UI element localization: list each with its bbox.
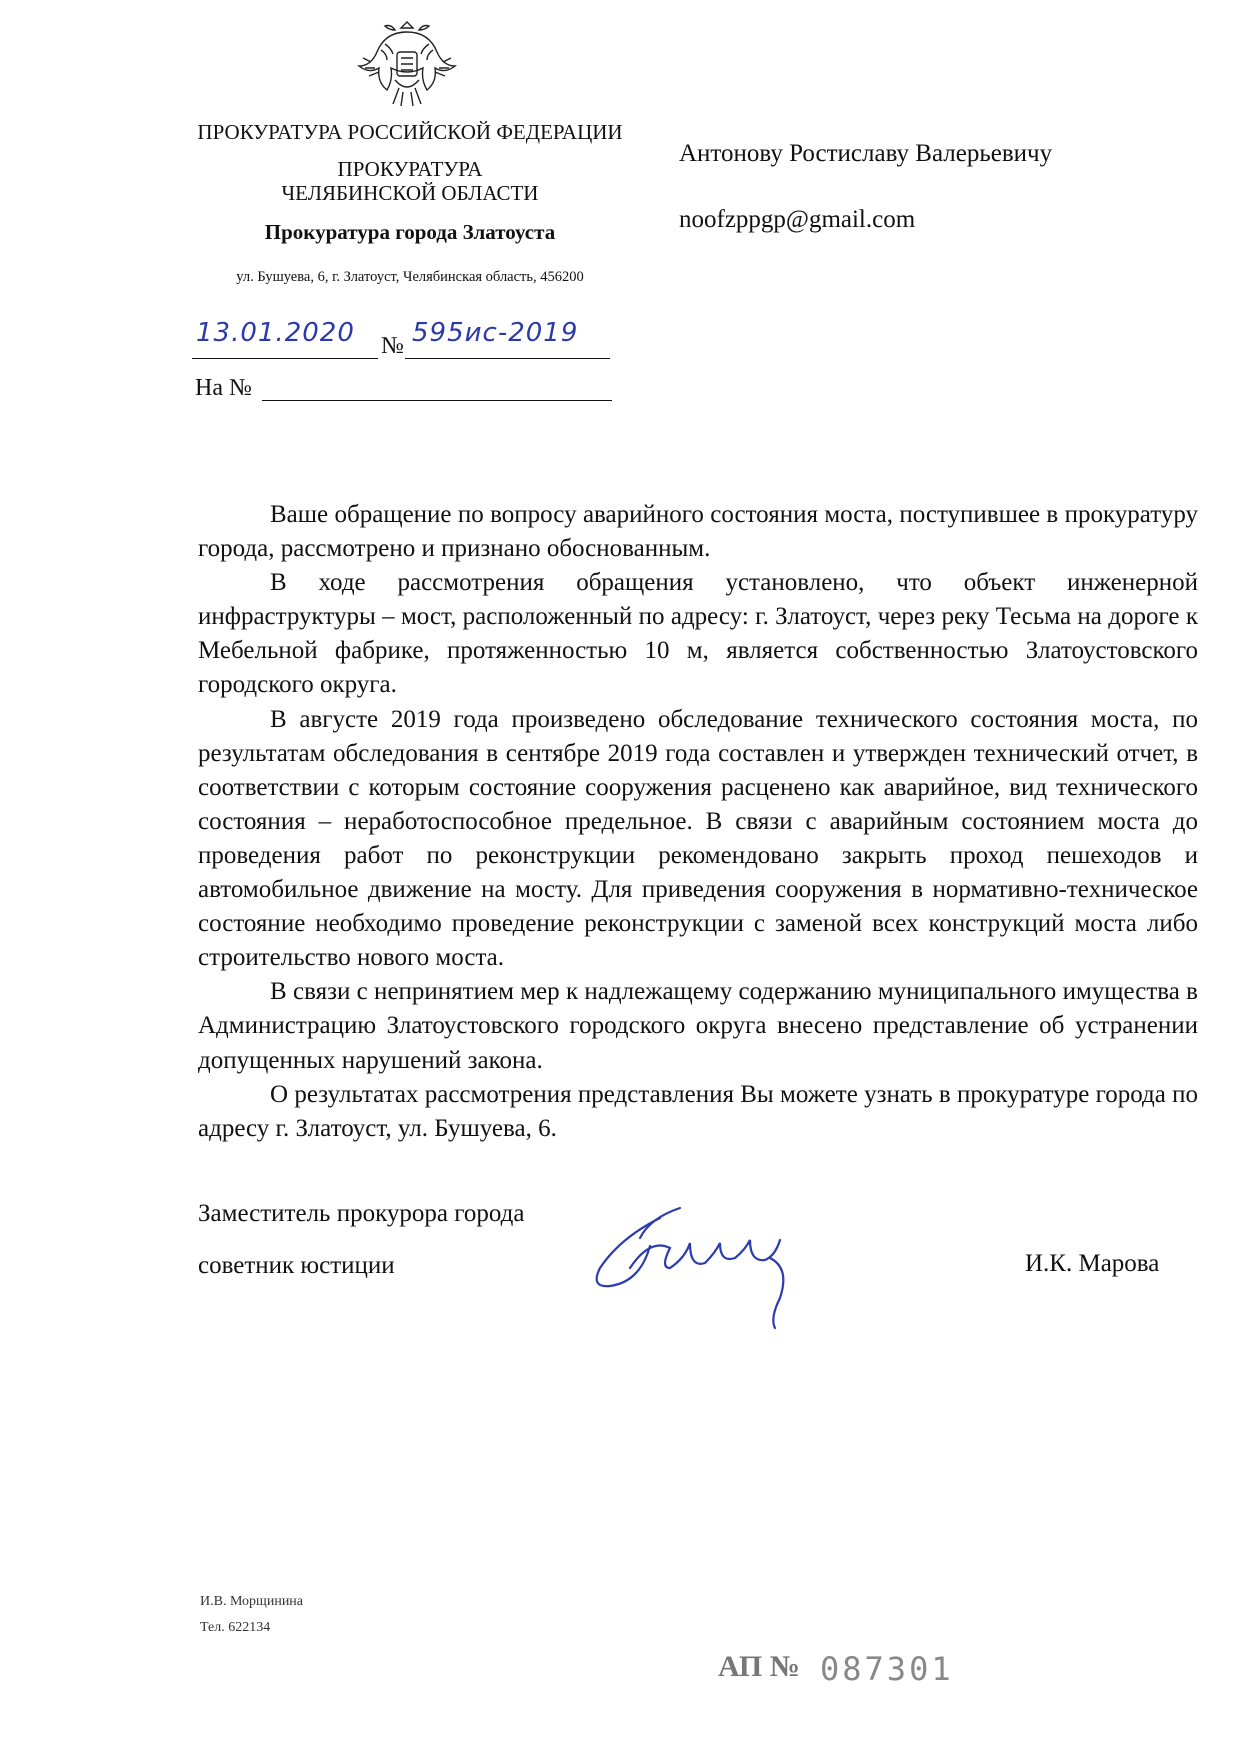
registration-date: 13.01.2020: [196, 318, 355, 348]
executor-phone: Тел. 622134: [200, 1620, 271, 1635]
form-series-label: АП №: [718, 1650, 800, 1683]
body-paragraph: В ходе рассмотрения обращения установлено, что объект инженерной инфраструктуры – мост, расположенный по адресу: г. Златоуст, через реку Тесьма на дороге к Мебельной фабрике, протяженностью 10 м, является собственностью Златоустовского городского округа.: [198, 569, 1198, 699]
recipient-email: noofzppgp@gmail.com: [679, 206, 916, 233]
signer-name: И.К. Марова: [1025, 1250, 1160, 1277]
office-address: ул. Бушуева, 6, г. Златоуст, Челябинская область, 456200: [236, 269, 584, 285]
letter-body: [198, 498, 1198, 1146]
prosecutor-office-label: ПРОКУРАТУРА: [337, 157, 483, 181]
form-serial-number: 087301: [820, 1650, 954, 1688]
executor-name: И.В. Морщинина: [200, 1594, 304, 1609]
region-name: ЧЕЛЯБИНСКОЙ ОБЛАСТИ: [281, 181, 539, 205]
signer-rank: советник юстиции: [198, 1252, 395, 1279]
number-underline: [405, 358, 610, 359]
body-paragraph: Ваше обращение по вопросу аварийного состояния моста, поступившее в прокуратуру города, рассмотрено и признано обоснованным.: [198, 501, 1198, 563]
agency-name: ПРОКУРАТУРА РОССИЙСКОЙ ФЕДЕРАЦИИ: [197, 120, 623, 144]
date-underline: [192, 358, 378, 359]
recipient-name: Антонову Ростиславу Валерьевичу: [679, 140, 1053, 167]
reply-to-label: На №: [195, 375, 252, 401]
handwritten-signature: [570, 1198, 820, 1348]
number-label: №: [381, 333, 404, 359]
body-paragraph: В августе 2019 года произведено обследование технического состояния моста, по результатам обследования в сентябре 2019 года составлен и утвержден технический отчет, в соответствии с которым состояние сооружения расценено как аварийное, вид технического состояния – неработоспособное предельное. В связи с аварийным состоянием моста до проведения работ по реконструкции рекомендовано закрыть проход пешеходов и автомобильное движение на мосту. Для приведения сооружения в нормативно-техническое состояние необходимо проведение реконструкции с заменой всех конструкций моста либо строительство нового моста.: [198, 705, 1198, 972]
reply-underline: [262, 400, 612, 401]
body-paragraph: В связи с непринятием мер к надлежащему содержанию муниципального имущества в Администрацию Златоустовского городского округа внесено представление об устранении допущенных нарушений закона.: [198, 978, 1198, 1074]
registration-number: 595ис-2019: [412, 318, 579, 348]
coat-of-arms-emblem: [355, 18, 459, 114]
signer-position: Заместитель прокурора города: [198, 1200, 525, 1227]
office-name: Прокуратура города Златоуста: [264, 220, 556, 244]
body-paragraph: О результатах рассмотрения представления Вы можете узнать в прокуратуре города по адресу г. Златоуст, ул. Бушуева, 6.: [198, 1080, 1198, 1142]
